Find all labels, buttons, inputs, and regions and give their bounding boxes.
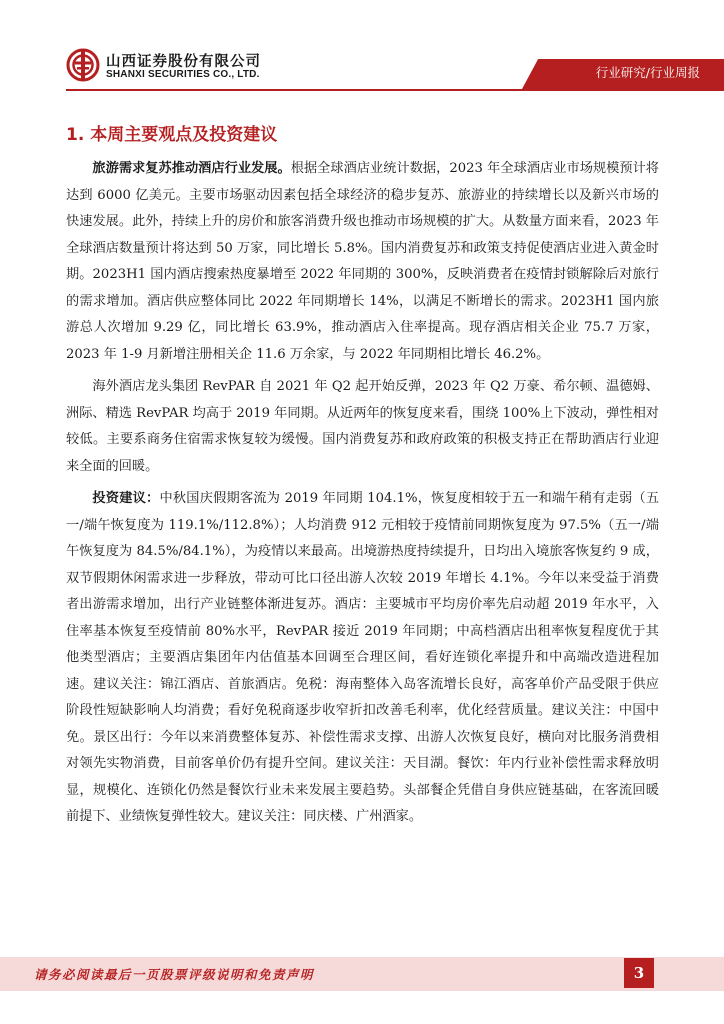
report-body <box>66 156 659 837</box>
paragraph-overseas-revpar <box>66 374 659 480</box>
disclaimer-note: 请务必阅读最后一页股票评级说明和免责声明 <box>34 967 315 982</box>
page-header <box>0 0 724 94</box>
paragraph-hotel-demand <box>66 156 659 368</box>
header-divider <box>66 89 724 91</box>
paragraph-text: 根据全球酒店业统计数据，2023 年全球酒店业市场规模预计将达到 6000 亿美元。主要市场驱动因素包括全球经济的稳步复苏、旅游业的持续增长以及新兴市场的快速发展。此外，持续上升的房价和旅客消费升级也推动市场规模的扩大。从数量方面来看，2023 年全球酒店数量预计将达到 50 万家，同比增长 5.8%。国内消费复苏和政策支持促使酒店业进入黄金时期。2023H1 国内酒店搜索热度暴增至 2022 年同期的 300%，反映消费者在疫情封锁解除后对旅行的需求增加。酒店供应整体同比 2022 年同期增长 14%，以满足不断增长的需求。2023H1 国内旅游总人次增加 9.29 亿，同比增长 63.9%，推动酒店入住率提高。现存酒店相关企业 75.7 万家，2023 年 1-9 月新增注册相关企 11.6 万余家，与 2022 年同期相比增长 46.2%。 <box>66 161 659 362</box>
page-footer <box>0 957 724 991</box>
paragraph-text: 海外酒店龙头集团 RevPAR 自 2021 年 Q2 起开始反弹，2023 年 Q2 万豪、希尔顿、温德姆、洲际、精选 RevPAR 均高于 2019 年同期。从近两年的恢复度来看，围绕 100%上下波动，弹性相对较低。主要系商务住宿需求恢复较为缓慢。国内消费复苏和政府政策的积极支持正在帮助酒店行业迎来全面的回暖。 <box>66 379 659 474</box>
page-number: 3 <box>624 958 654 988</box>
paragraph-lead: 旅游需求复苏推动酒店行业发展。 <box>92 161 291 176</box>
report-category: 行业研究/行业周报 <box>595 65 700 80</box>
section-title: 1. 本周主要观点及投资建议 <box>66 125 278 145</box>
paragraph-lead: 投资建议： <box>92 491 160 506</box>
company-name-en: SHANXI SECURITIES CO., LTD. <box>106 69 260 80</box>
paragraph-text: 中秋国庆假期客流为 2019 年同期 104.1%，恢复度相较于五一和端午稍有走弱（五一/端午恢复度为 119.1%/112.8%）；人均消费 912 元相较于疫情前同期恢复度为 97.5%（五一/端午恢复度为 84.5%/84.1%），为疫情以来最高。出境游热度持续提升，日均出入境旅客恢复约 9 成，双节假期休闲需求进一步释放，带动可比口径出游人次较 2019 年增长 4.1%。今年以来受益于消费者出游需求增加，出行产业链整体渐进复苏。酒店：主要城市平均房价率先启动超 2019 年水平，入住率基本恢复至疫情前 80%水平，RevPAR 接近 2019 年同期；中高档酒店出租率恢复程度优于其他类型酒店；主要酒店集团年内估值基本回调至合理区间，看好连锁化率提升和中高端改造进程加速。建议关注：锦江酒店、首旅酒店。免税：海南整体入岛客流增长良好，高客单价产品受限于供应阶段性短缺影响人均消费；看好免税商逐步收窄折扣改善毛利率，优化经营质量。建议关注：中国中免。景区出行：今年以来消费整体复苏、补偿性需求支撑、出游人次恢复良好，横向对比服务消费相对领先实物消费，目前客单价仍有提升空间。建议关注：天目湖。餐饮：年内行业补偿性需求释放明显，规模化、连锁化仍然是餐饮行业未来发展主要趋势。头部餐企凭借自身供应链基础，在客流回暖前提下、业绩恢复弹性较大。建议关注：同庆楼、广州酒家。 <box>66 491 660 824</box>
company-name-cn: 山西证券股份有限公司 <box>106 54 261 70</box>
paragraph-investment-advice <box>66 486 659 831</box>
shanxi-securities-logo-icon <box>66 48 100 82</box>
